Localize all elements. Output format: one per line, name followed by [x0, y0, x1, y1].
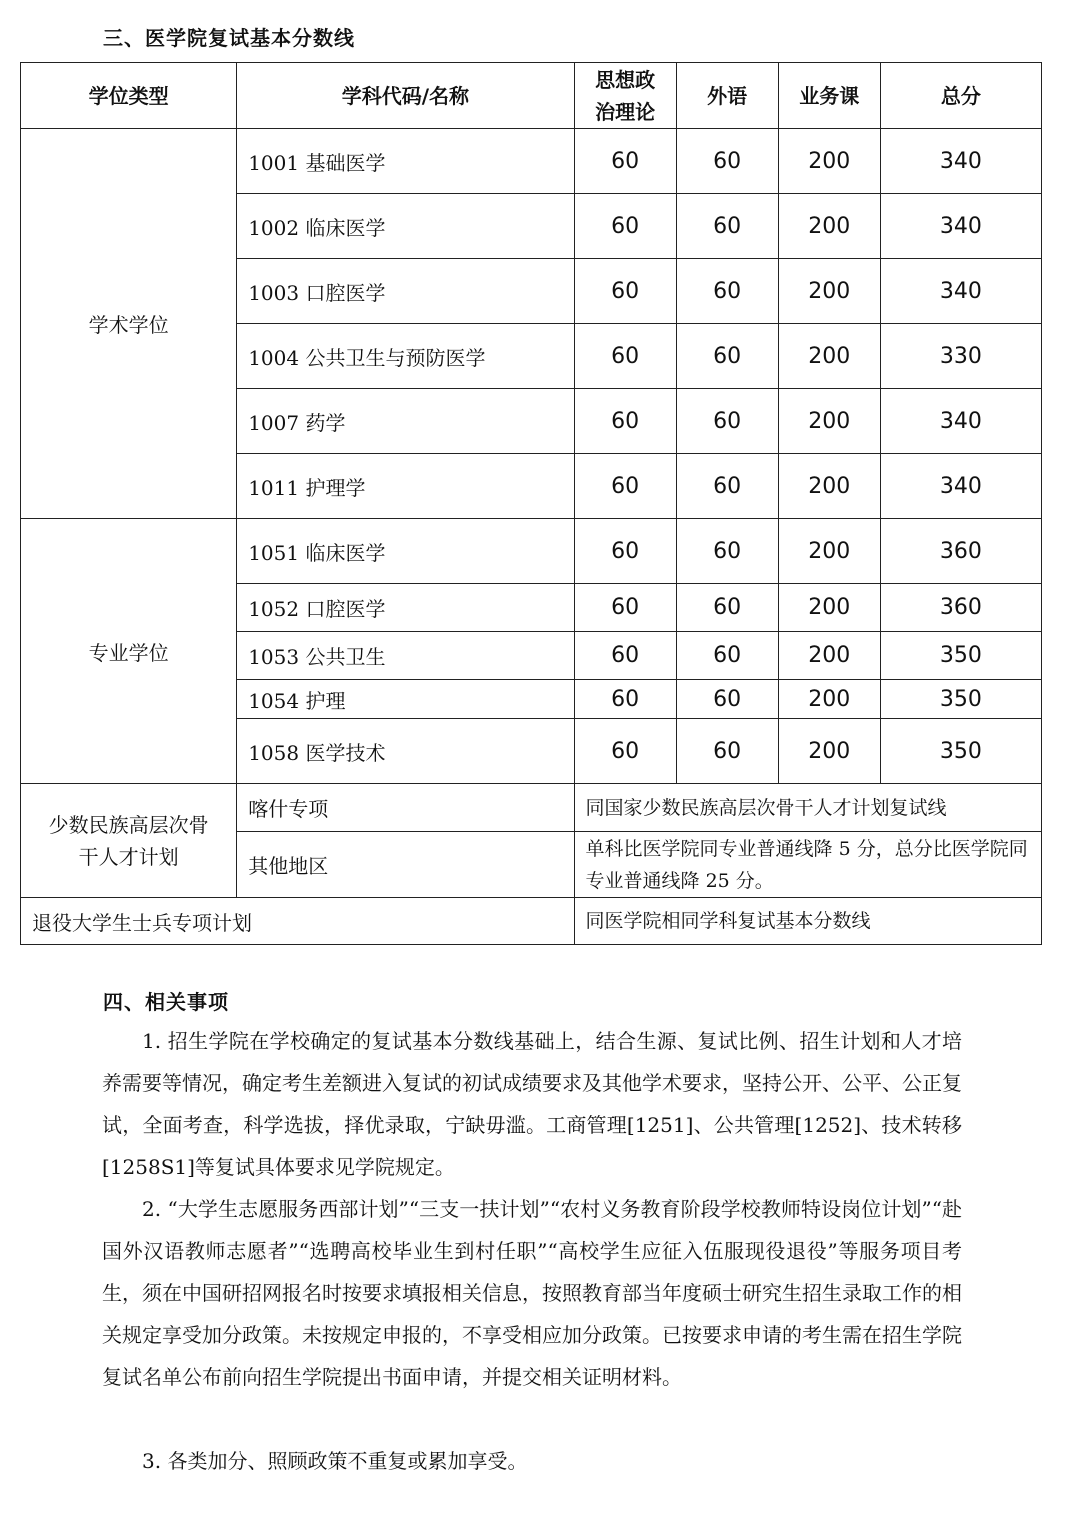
politics-score: 60: [574, 680, 676, 719]
total-score: 340: [880, 129, 1041, 194]
score-table: [20, 62, 1042, 945]
subject-cell: 1001 基础医学: [237, 129, 574, 194]
politics-score: 60: [574, 719, 676, 784]
politics-score: 60: [574, 389, 676, 454]
academic-degree-label: 学术学位: [21, 129, 237, 519]
table-row: [21, 784, 1042, 832]
other-region-label: 其他地区: [237, 832, 574, 898]
subject-cell: 1053 公共卫生: [237, 632, 574, 680]
table-header-row: [21, 63, 1042, 129]
table-row: [21, 898, 1042, 945]
foreign-score: 60: [676, 454, 778, 519]
professional-degree-label: 专业学位: [21, 519, 237, 784]
politics-score: 60: [574, 632, 676, 680]
foreign-score: 60: [676, 389, 778, 454]
total-score: 350: [880, 719, 1041, 784]
total-score: 340: [880, 454, 1041, 519]
paragraph-3-text: 3. 各类加分、照顾政策不重复或累加享受。: [142, 1449, 528, 1473]
foreign-score: 60: [676, 194, 778, 259]
total-score: 350: [880, 680, 1041, 719]
paragraph-1: [102, 1020, 962, 1188]
table-row: [21, 129, 1042, 194]
politics-score: 60: [574, 584, 676, 632]
total-score: 350: [880, 632, 1041, 680]
major-score: 200: [778, 389, 880, 454]
header-subject: 学科代码/名称: [237, 63, 574, 129]
subject-cell: 1003 口腔医学: [237, 259, 574, 324]
total-score: 340: [880, 389, 1041, 454]
total-score: 330: [880, 324, 1041, 389]
subject-cell: 1051 临床医学: [237, 519, 574, 584]
header-major-course: 业务课: [778, 63, 880, 129]
politics-score: 60: [574, 259, 676, 324]
foreign-score: 60: [676, 584, 778, 632]
paragraph-3: [102, 1440, 962, 1482]
veteran-plan-note: 同医学院相同学科复试基本分数线: [574, 898, 1041, 945]
major-score: 200: [778, 680, 880, 719]
paragraph-2: [102, 1188, 962, 1398]
subject-cell: 1052 口腔医学: [237, 584, 574, 632]
paragraph-1-text: 1. 招生学院在学校确定的复试基本分数线基础上，结合生源、复试比例、招生计划和人才培养需要等情况，确定考生差额进入复试的初试成绩要求及其他学术要求，坚持公开、公平、公正复试，全面考查，科学选拔，择优录取，宁缺毋滥。工商管理[1251]、公共管理[1252]、技术转移[1258S1]等复试具体要求见学院规定。: [102, 1029, 962, 1179]
foreign-score: 60: [676, 259, 778, 324]
foreign-score: 60: [676, 632, 778, 680]
total-score: 340: [880, 259, 1041, 324]
foreign-score: 60: [676, 519, 778, 584]
subject-cell: 1054 护理: [237, 680, 574, 719]
major-score: 200: [778, 632, 880, 680]
total-score: 340: [880, 194, 1041, 259]
major-score: 200: [778, 324, 880, 389]
total-score: 360: [880, 584, 1041, 632]
subject-cell: 1004 公共卫生与预防医学: [237, 324, 574, 389]
subject-cell: 1058 医学技术: [237, 719, 574, 784]
table-row: [21, 519, 1042, 584]
foreign-score: 60: [676, 129, 778, 194]
politics-score: 60: [574, 519, 676, 584]
header-foreign-language: 外语: [676, 63, 778, 129]
major-score: 200: [778, 454, 880, 519]
foreign-score: 60: [676, 324, 778, 389]
major-score: 200: [778, 584, 880, 632]
politics-score: 60: [574, 129, 676, 194]
header-total: 总分: [880, 63, 1041, 129]
foreign-score: 60: [676, 719, 778, 784]
major-score: 200: [778, 194, 880, 259]
section-3-title: 三、医学院复试基本分数线: [103, 26, 355, 50]
paragraph-2-text: 2. “大学生志愿服务西部计划”“三支一扶计划”“农村义务教育阶段学校教师特设岗位计划”“赴国外汉语教师志愿者”“选聘高校毕业生到村任职”“高校学生应征入伍服现役退役”等服务项目考生，须在中国研招网报名时按要求填报相关信息，按照教育部当年度硕士研究生招生录取工作的相关规定享受加分政策。未按规定申报的，不享受相应加分政策。已按要求申请的考生需在招生学院复试名单公布前向招生学院提出书面申请，并提交相关证明材料。: [102, 1197, 962, 1389]
header-politics: 思想政治理论: [574, 63, 676, 129]
minority-plan-label: 少数民族高层次骨干人才计划: [21, 784, 237, 898]
politics-score: 60: [574, 454, 676, 519]
kashgar-note: 同国家少数民族高层次骨干人才计划复试线: [574, 784, 1041, 832]
major-score: 200: [778, 259, 880, 324]
subject-cell: 1002 临床医学: [237, 194, 574, 259]
subject-cell: 1007 药学: [237, 389, 574, 454]
subject-cell: 1011 护理学: [237, 454, 574, 519]
major-score: 200: [778, 129, 880, 194]
major-score: 200: [778, 519, 880, 584]
politics-score: 60: [574, 324, 676, 389]
politics-score: 60: [574, 194, 676, 259]
header-degree-type: 学位类型: [21, 63, 237, 129]
major-score: 200: [778, 719, 880, 784]
other-region-note: 单科比医学院同专业普通线降 5 分，总分比医学院同专业普通线降 25 分。: [574, 832, 1041, 898]
total-score: 360: [880, 519, 1041, 584]
veteran-plan-label: 退役大学生士兵专项计划: [21, 898, 575, 945]
foreign-score: 60: [676, 680, 778, 719]
kashgar-label: 喀什专项: [237, 784, 574, 832]
section-4-title: 四、相关事项: [103, 990, 229, 1014]
